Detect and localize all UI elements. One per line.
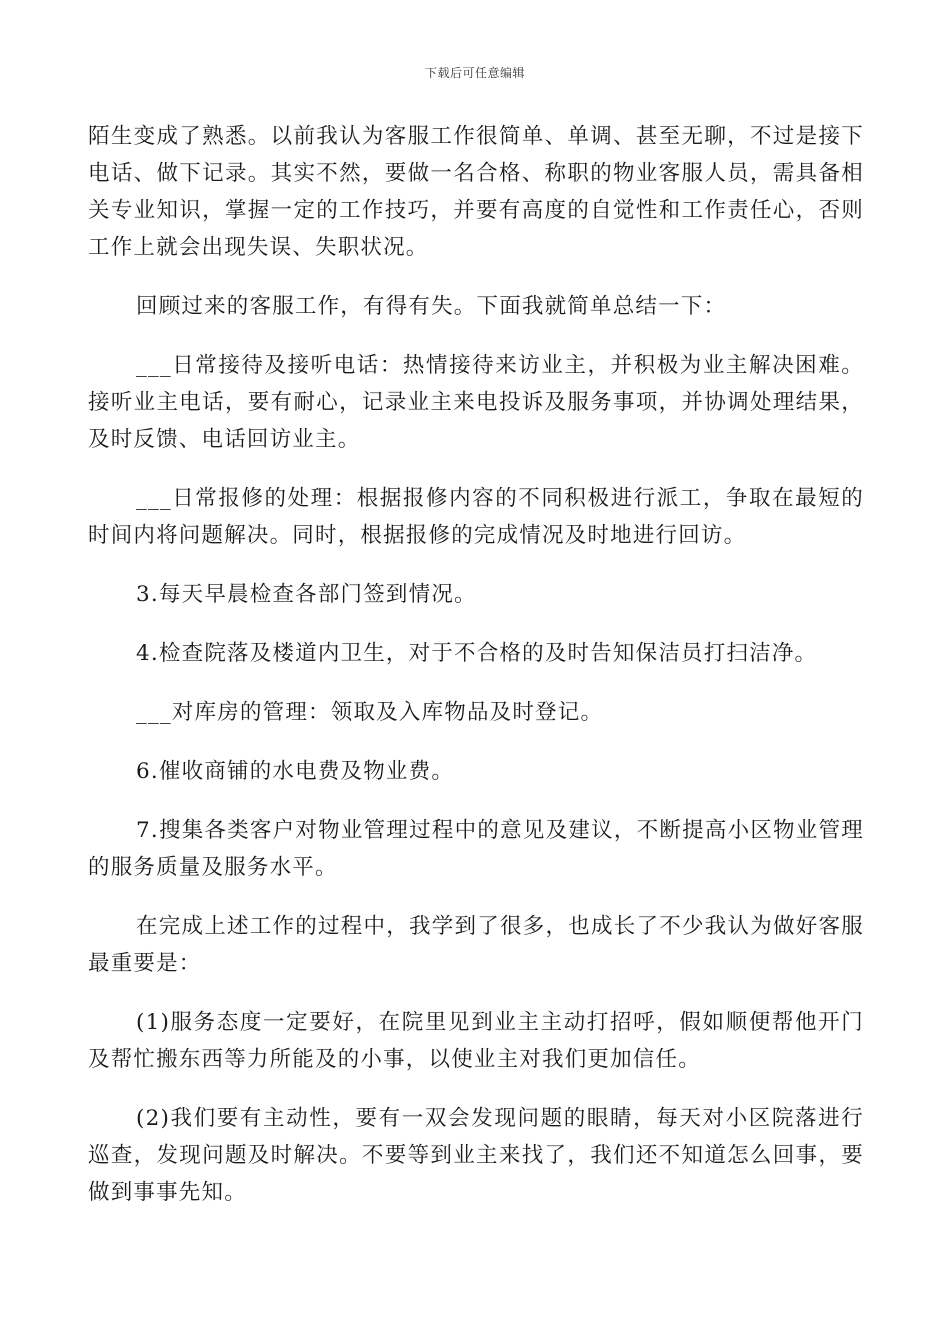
paragraph-item-repairs: ___日常报修的处理：根据报修内容的不同积极进行派工，争取在最短的时间内将问题解决。同时，根据报修的完成情况及时地进行回访。 — [88, 486, 864, 548]
paragraph-item-7: 7.搜集各类客户对物业管理过程中的意见及建议，不断提高小区物业管理的服务质量及服务水平。 — [88, 818, 864, 880]
paragraph-review-summary: 回顾过来的客服工作，有得有失。下面我就简单总结一下： — [136, 294, 727, 319]
paragraph-point-1: (1)服务态度一定要好，在院里见到业主主动打招呼，假如顺便帮他开门及帮忙搬东西等力所能及的小事，以使业主对我们更加信任。 — [88, 1010, 864, 1072]
paragraph-item-4: 4.检查院落及楼道内卫生，对于不合格的及时告知保洁员打扫洁净。 — [136, 641, 818, 666]
paragraph-item-3: 3.每天早晨检查各部门签到情况。 — [136, 582, 477, 607]
paragraph-point-2: (2)我们要有主动性，要有一双会发现问题的眼睛，每天对小区院落进行巡查，发现问题及时解决。不要等到业主来找了，我们还不知道怎么回事，要做到事事先知。 — [88, 1106, 864, 1205]
paragraph-item-reception: ___日常接待及接听电话：热情接待来访业主，并积极为业主解决困难。接听业主电话，要有耐心，记录业主来电投诉及服务事项，并协调处理结果，及时反馈、电话回访业主。 — [88, 353, 864, 452]
paragraph-item-warehouse: ___对库房的管理：领取及入库物品及时登记。 — [136, 700, 604, 725]
paragraph-lessons-intro: 在完成上述工作的过程中，我学到了很多，也成长了不少我认为做好客服最重要是： — [88, 914, 864, 976]
document-body — [88, 118, 864, 1233]
paragraph-item-6: 6.催收商铺的水电费及物业费。 — [136, 759, 455, 784]
page-header-note: 下载后可任意编辑 — [424, 66, 525, 80]
paragraph-intro-continuation: 陌生变成了熟悉。以前我认为客服工作很简单、单调、甚至无聊，不过是接下电话、做下记录。其实不然，要做一名合格、称职的物业客服人员，需具备相关专业知识，掌握一定的工作技巧，并要有高度的自觉性和工作责任心，否则工作上就会出现失误、失职状况。 — [88, 124, 864, 260]
